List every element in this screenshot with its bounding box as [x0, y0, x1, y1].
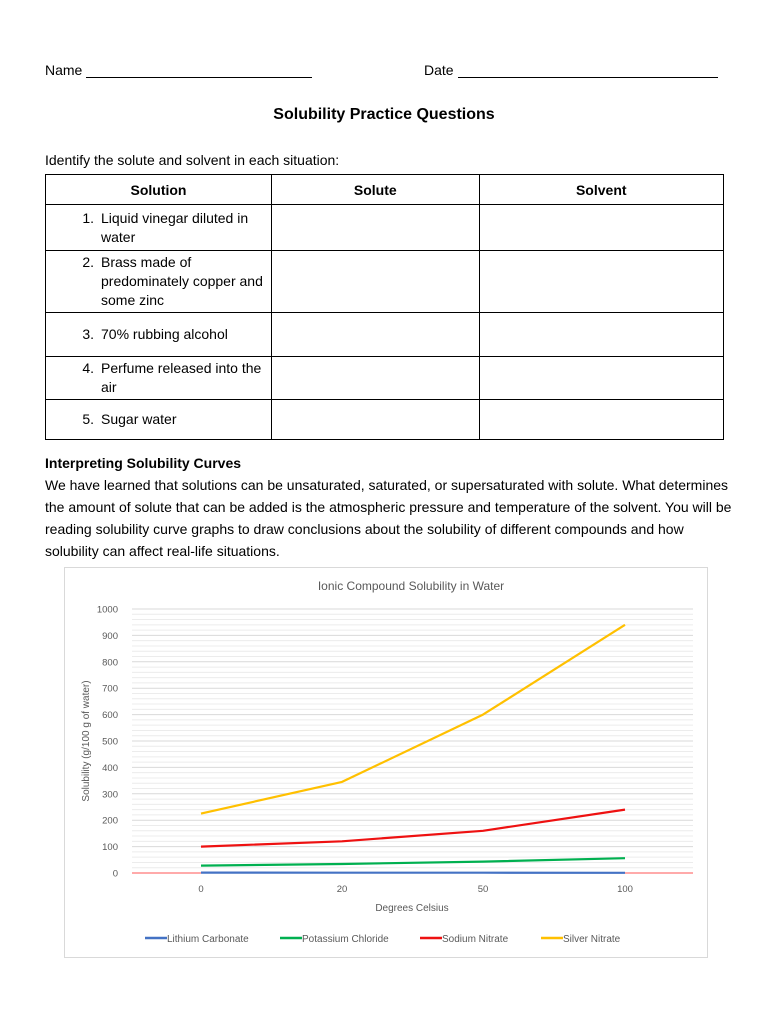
- y-tick-label: 300: [102, 789, 118, 801]
- x-tick-label: 0: [198, 884, 204, 895]
- y-tick-label: 900: [102, 630, 118, 642]
- item-text: Perfume released into the air: [101, 360, 262, 395]
- chart-svg: [65, 568, 707, 957]
- section-heading: Interpreting Solubility Curves: [45, 455, 242, 471]
- item-text: 70% rubbing alcohol: [101, 326, 228, 342]
- date-field-row: [424, 62, 718, 78]
- table-row: [46, 357, 724, 400]
- solvent-answer-cell[interactable]: [479, 251, 723, 313]
- table-row: [46, 205, 724, 251]
- x-tick-label: 20: [336, 884, 348, 895]
- section-paragraph: We have learned that solutions can be unsaturated, saturated, or supersaturated with solute. What determines the amount of solute that can be added is the atmospheric pressure and temperature of the solvent. You will be reading solubility curve graphs to draw conclusions about the solubility of different compounds and how solubility can affect real-life situations.: [45, 477, 732, 559]
- y-tick-label: 800: [102, 657, 118, 669]
- y-tick-label: 200: [102, 815, 118, 827]
- legend-label: Silver Nitrate: [563, 934, 621, 945]
- legend-label: Potassium Chloride: [302, 934, 389, 945]
- x-axis-label: Degrees Celsius: [375, 903, 449, 914]
- solute-answer-cell[interactable]: [272, 313, 480, 357]
- table-header-row: [46, 175, 724, 205]
- solvent-answer-cell[interactable]: [479, 313, 723, 357]
- solution-cell: [46, 357, 272, 400]
- y-tick-label: 700: [102, 683, 118, 695]
- item-number: 3.: [82, 326, 94, 342]
- column-header-solution: Solution: [46, 175, 272, 205]
- solute-answer-cell[interactable]: [272, 400, 480, 440]
- legend-label: Lithium Carbonate: [167, 934, 249, 945]
- table-row: [46, 313, 724, 357]
- item-number: 5.: [82, 411, 94, 427]
- name-label: Name: [45, 62, 83, 78]
- item-number: 1.: [82, 209, 94, 226]
- item-text: Liquid vinegar diluted in water: [101, 209, 249, 245]
- solubility-chart: [64, 567, 708, 958]
- name-field-row: [45, 62, 312, 78]
- date-label: Date: [424, 62, 454, 78]
- y-tick-label: 500: [102, 736, 118, 748]
- solute-answer-cell[interactable]: [272, 251, 480, 313]
- y-tick-label: 0: [112, 868, 118, 880]
- solution-cell: [46, 205, 272, 251]
- solvent-answer-cell[interactable]: [479, 205, 723, 251]
- chart-title: Ionic Compound Solubility in Water: [317, 579, 505, 593]
- x-tick-label: 50: [477, 884, 489, 895]
- instructions: Identify the solute and solvent in each situation:: [45, 152, 340, 168]
- solution-cell: [46, 400, 272, 440]
- solute-answer-cell[interactable]: [272, 357, 480, 400]
- series-line: [201, 858, 625, 865]
- item-number: 2.: [82, 254, 94, 270]
- column-header-solute: Solute: [272, 175, 480, 205]
- y-tick-label: 600: [102, 710, 118, 722]
- solution-cell: [46, 251, 272, 313]
- item-text: Brass made of predominately copper and some zinc: [101, 254, 263, 308]
- solvent-answer-cell[interactable]: [479, 400, 723, 440]
- page-title: Solubility Practice Questions: [273, 106, 495, 123]
- table-row: [46, 400, 724, 440]
- series-line: [201, 625, 625, 814]
- solution-table: [45, 174, 724, 440]
- item-text: Sugar water: [101, 411, 177, 427]
- x-tick-label: 100: [617, 884, 633, 895]
- y-tick-label: 400: [102, 762, 118, 774]
- column-header-solvent: Solvent: [479, 175, 723, 205]
- name-blank-line[interactable]: [86, 63, 312, 78]
- item-number: 4.: [82, 360, 94, 376]
- solute-answer-cell[interactable]: [272, 205, 480, 251]
- y-axis-label: Solubility (g/100 g of water): [81, 680, 92, 802]
- date-blank-line[interactable]: [458, 63, 718, 78]
- solvent-answer-cell[interactable]: [479, 357, 723, 400]
- y-tick-label: 100: [102, 842, 118, 854]
- table-row: [46, 251, 724, 313]
- legend-label: Sodium Nitrate: [442, 934, 509, 945]
- solution-cell: [46, 313, 272, 357]
- y-tick-label: 1000: [96, 604, 118, 616]
